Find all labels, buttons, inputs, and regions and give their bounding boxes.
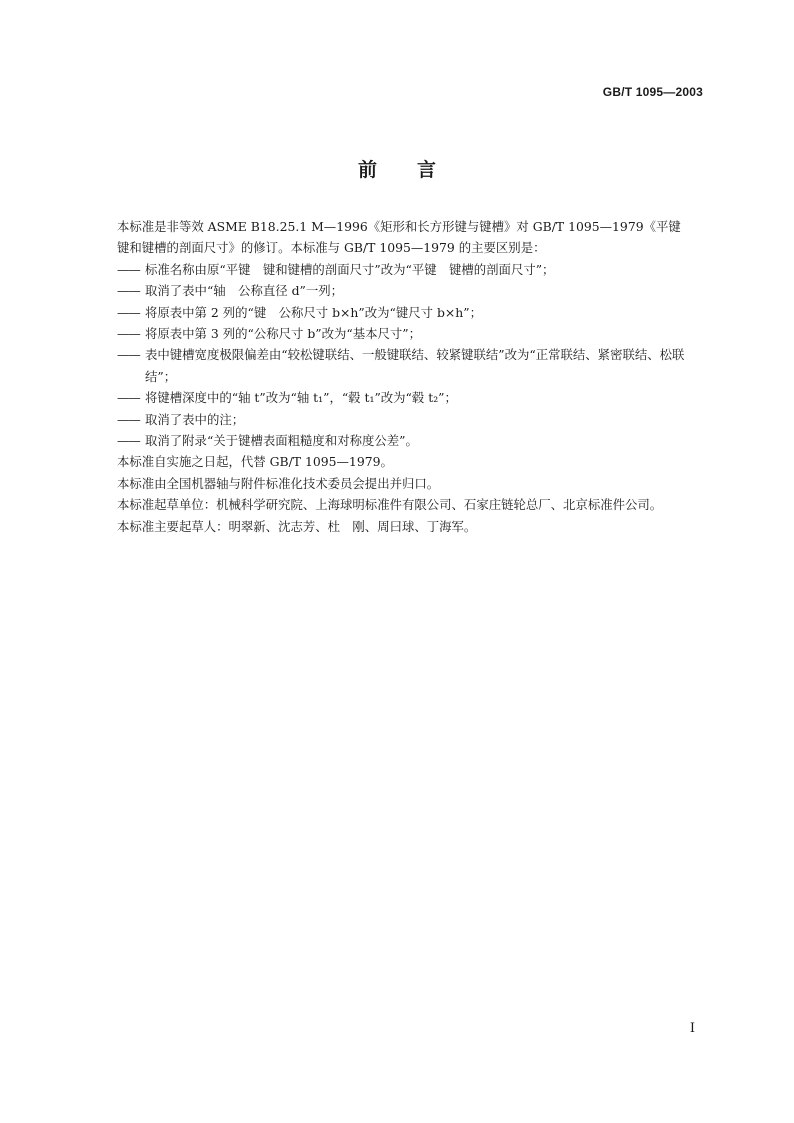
change-text: 取消了表中的注； <box>145 411 245 427</box>
proposer-statement: 本标准由全国机器轴与附件标准化技术委员会提出并归口。 <box>117 475 440 491</box>
drafters: 本标准主要起草人：明翠新、沈志芳、杜 刚、周曰球、丁海军。 <box>117 518 477 534</box>
change-text: 取消了表中“轴 公称直径 d”一列； <box>145 283 344 299</box>
dash-mark: —— <box>117 261 140 277</box>
change-item <box>117 409 707 430</box>
dash-mark: —— <box>117 390 140 406</box>
change-item <box>117 430 707 451</box>
foreword-body <box>117 216 707 537</box>
dash-mark: —— <box>117 411 140 427</box>
change-item <box>117 344 707 387</box>
intro-line-1: 本标准是非等效 ASME B18.25.1 M—1996《矩形和长方形键与键槽》对 GB/T 1095—1979《平键 <box>117 219 681 234</box>
intro-line-2: 键和键槽的剖面尺寸》的修订。本标准与 GB/T 1095—1979 的主要区别是： <box>117 240 546 256</box>
dash-mark: —— <box>117 304 140 320</box>
change-item <box>117 323 707 344</box>
drafting-units: 本标准起草单位：机械科学研究院、上海球明标准件有限公司、石家庄链轮总厂、北京标准件公司。 <box>117 497 663 513</box>
change-text: 表中键槽宽度极限偏差由“较松键联结、一般键联结、较紧键联结”改为“正常联结、紧密联结、松联结”； <box>145 347 685 384</box>
change-item <box>117 302 707 323</box>
page-number: I <box>689 1021 695 1036</box>
standard-number: GB/T 1095—2003 <box>602 85 703 99</box>
page-title: 前言 <box>357 159 476 181</box>
change-item <box>117 280 707 301</box>
change-text: 将原表中第 3 列的“公称尺寸 b”改为“基本尺寸”； <box>145 326 421 342</box>
change-text: 标准名称由原“平键 键和键槽的剖面尺寸”改为“平键 键槽的剖面尺寸”； <box>145 261 555 277</box>
change-text: 将键槽深度中的“轴 t”改为“轴 t₁”，“毂 t₁”改为“毂 t₂”； <box>145 390 457 406</box>
dash-mark: —— <box>117 326 140 342</box>
change-item <box>117 259 707 280</box>
change-text: 将原表中第 2 列的“键 公称尺寸 b×h”改为“键尺寸 b×h”； <box>145 304 482 320</box>
dash-mark: —— <box>117 347 140 363</box>
change-item <box>117 387 707 408</box>
dash-mark: —— <box>117 433 140 449</box>
dash-mark: —— <box>117 283 140 299</box>
replacement-statement: 本标准自实施之日起，代替 GB/T 1095—1979。 <box>117 454 393 470</box>
change-text: 取消了附录“关于键槽表面粗糙度和对称度公差”。 <box>145 433 418 449</box>
